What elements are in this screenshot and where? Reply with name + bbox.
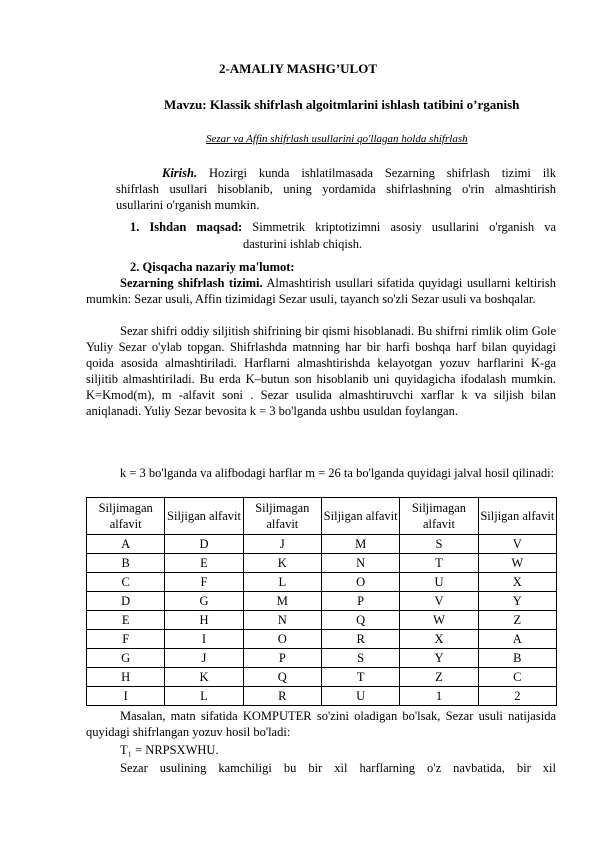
table-cell: W	[400, 611, 478, 630]
subtitle: Sezar va Affin shifrlash usullarini qo'llagan holda shifrlash	[206, 133, 468, 145]
table-cell: J	[165, 649, 243, 668]
table-cell: N	[243, 611, 321, 630]
table-cell: T	[321, 668, 399, 687]
table-cell: D	[87, 592, 165, 611]
table-cell: I	[165, 630, 243, 649]
table-cell: O	[243, 630, 321, 649]
table-header-row	[87, 498, 557, 535]
table-cell: H	[165, 611, 243, 630]
table-cell: M	[243, 592, 321, 611]
paragraph-drawback: Sezar usulining kamchiligi bu bir xil harflarning o'z navbatida, bir xil	[120, 761, 556, 775]
table-cell: M	[321, 535, 399, 554]
intro-line-3: usullarini o'rganish mumkin.	[116, 198, 260, 212]
table-cell: L	[243, 573, 321, 592]
sezar-system-label: Sezarning shifrlash tizimi.	[120, 276, 263, 290]
table-cell: C	[478, 668, 556, 687]
table-row	[87, 668, 557, 687]
caesar-shift-table	[86, 497, 557, 706]
table-cell: K	[243, 554, 321, 573]
table-cell: F	[87, 630, 165, 649]
table-header-cell: Siljimagan alfavit	[87, 498, 165, 535]
table-header-cell: Siljimagan alfavit	[243, 498, 321, 535]
table-cell: P	[321, 592, 399, 611]
table-cell: B	[478, 649, 556, 668]
table-cell: V	[400, 592, 478, 611]
table-cell: U	[321, 687, 399, 706]
paragraph-table-intro: k = 3 bo'lganda va alifbodagi harflar m = 26 ta bo'lganda quyidagi jalval hosil qilinadi:	[120, 466, 555, 480]
table-cell: S	[321, 649, 399, 668]
goal-line-2: dasturini ishlab chiqish.	[243, 237, 363, 251]
table-cell: H	[87, 668, 165, 687]
topic-title: Mavzu: Klassik shifrlash algoitmlarini ishlash tatibini o’rganish	[164, 97, 520, 112]
table-body	[87, 535, 557, 706]
table-cell: G	[165, 592, 243, 611]
table-cell: J	[243, 535, 321, 554]
intro-line-2: shifrlash usullari hisoblanib, uning yordamida shifrlashning o'rin almashtirish	[116, 182, 556, 196]
table-cell: X	[478, 573, 556, 592]
table-cell: S	[400, 535, 478, 554]
table-cell: L	[165, 687, 243, 706]
table-cell: B	[87, 554, 165, 573]
table-cell: Z	[478, 611, 556, 630]
table-cell: W	[478, 554, 556, 573]
table-cell: A	[478, 630, 556, 649]
paragraph-sezar-description: Sezar shifri oddiy siljitish shifrining bir qismi hisoblanadi. Bu shifrni rimlik olim Gole Yuliy Sezar o'ylab topgan. Shifrlashda matnning har bir harfi boshqa harf bilan quyidagi qoida asosida almashtiriladi. Harflarni almashtirishda kelayotgan yozuv harflarini K-ga siljitib almashtiriladi. Bu erda K–butun son hisoblanib uni quyidagicha ifodalash mumkin. K=Kmod(m), m -alfavit soni . Sezar usulida almashtiruvchi xarflar k va siljish bilan aniqlanadi. Yuliy Sezar bevosita k = 3 bo'lganda ushbu usuldan foylangan.	[86, 324, 556, 418]
table-cell: D	[165, 535, 243, 554]
table-cell: X	[400, 630, 478, 649]
table-row	[87, 573, 557, 592]
page-heading: 2-AMALIY MASHG’ULOT	[218, 61, 378, 76]
table-row	[87, 630, 557, 649]
table-row	[87, 554, 557, 573]
table-cell: T	[400, 554, 478, 573]
table-cell: R	[243, 687, 321, 706]
table-cell: F	[165, 573, 243, 592]
intro-label: Kirish.	[162, 166, 198, 180]
table-cell: 1	[400, 687, 478, 706]
table-cell: A	[87, 535, 165, 554]
cipher-formula: T₁ = NRPSXWHU.	[120, 743, 219, 757]
table-cell: I	[87, 687, 165, 706]
table-row	[87, 687, 557, 706]
intro-line-1: Kirish. Hozirgi kunda ishlatilmasada Sezarning shifrlash tizimi ilk	[162, 166, 557, 180]
table-cell: Q	[321, 611, 399, 630]
table-cell: N	[321, 554, 399, 573]
goal-label: 1. Ishdan maqsad:	[130, 220, 243, 234]
table-cell: C	[87, 573, 165, 592]
paragraph-sezar-system: Sezarning shifrlash tizimi. Almashtirish usullari sifatida quyidagi usullarni keltirish mumkin: Sezar usuli, Affin tizimidagi Sezar usuli, tayanch so'zli Sezar usuli va boshqalar.	[86, 276, 557, 306]
table-cell: R	[321, 630, 399, 649]
table-cell: Y	[478, 592, 556, 611]
table-cell: K	[165, 668, 243, 687]
table-cell: P	[243, 649, 321, 668]
table-header-cell: Siljigan alfavit	[478, 498, 556, 535]
table-cell: Q	[243, 668, 321, 687]
table-cell: O	[321, 573, 399, 592]
table-cell: U	[400, 573, 478, 592]
table-row	[87, 611, 557, 630]
table-cell: E	[87, 611, 165, 630]
table-header-cell: Siljigan alfavit	[165, 498, 243, 535]
table-cell: G	[87, 649, 165, 668]
table-cell: E	[165, 554, 243, 573]
table-cell: 2	[478, 687, 556, 706]
table-header-cell: Siljimagan alfavit	[400, 498, 478, 535]
table-row	[87, 649, 557, 668]
table-cell: Z	[400, 668, 478, 687]
table-cell: Y	[400, 649, 478, 668]
paragraph-example: Masalan, matn sifatida KOMPUTER so'zini oladigan bo'lsak, Sezar usuli natijasida quyidagi shifrlangan yozuv hosil bo'ladi:	[86, 709, 556, 739]
section-2-heading: 2. Qisqacha nazariy ma'lumot:	[130, 260, 295, 274]
table-row	[87, 535, 557, 554]
table-cell: V	[478, 535, 556, 554]
table-row	[87, 592, 557, 611]
goal-line-1: 1. Ishdan maqsad: Simmetrik kriptotizimni asosiy usullarini o'rganish va	[130, 220, 557, 234]
table-header-cell: Siljigan alfavit	[321, 498, 399, 535]
